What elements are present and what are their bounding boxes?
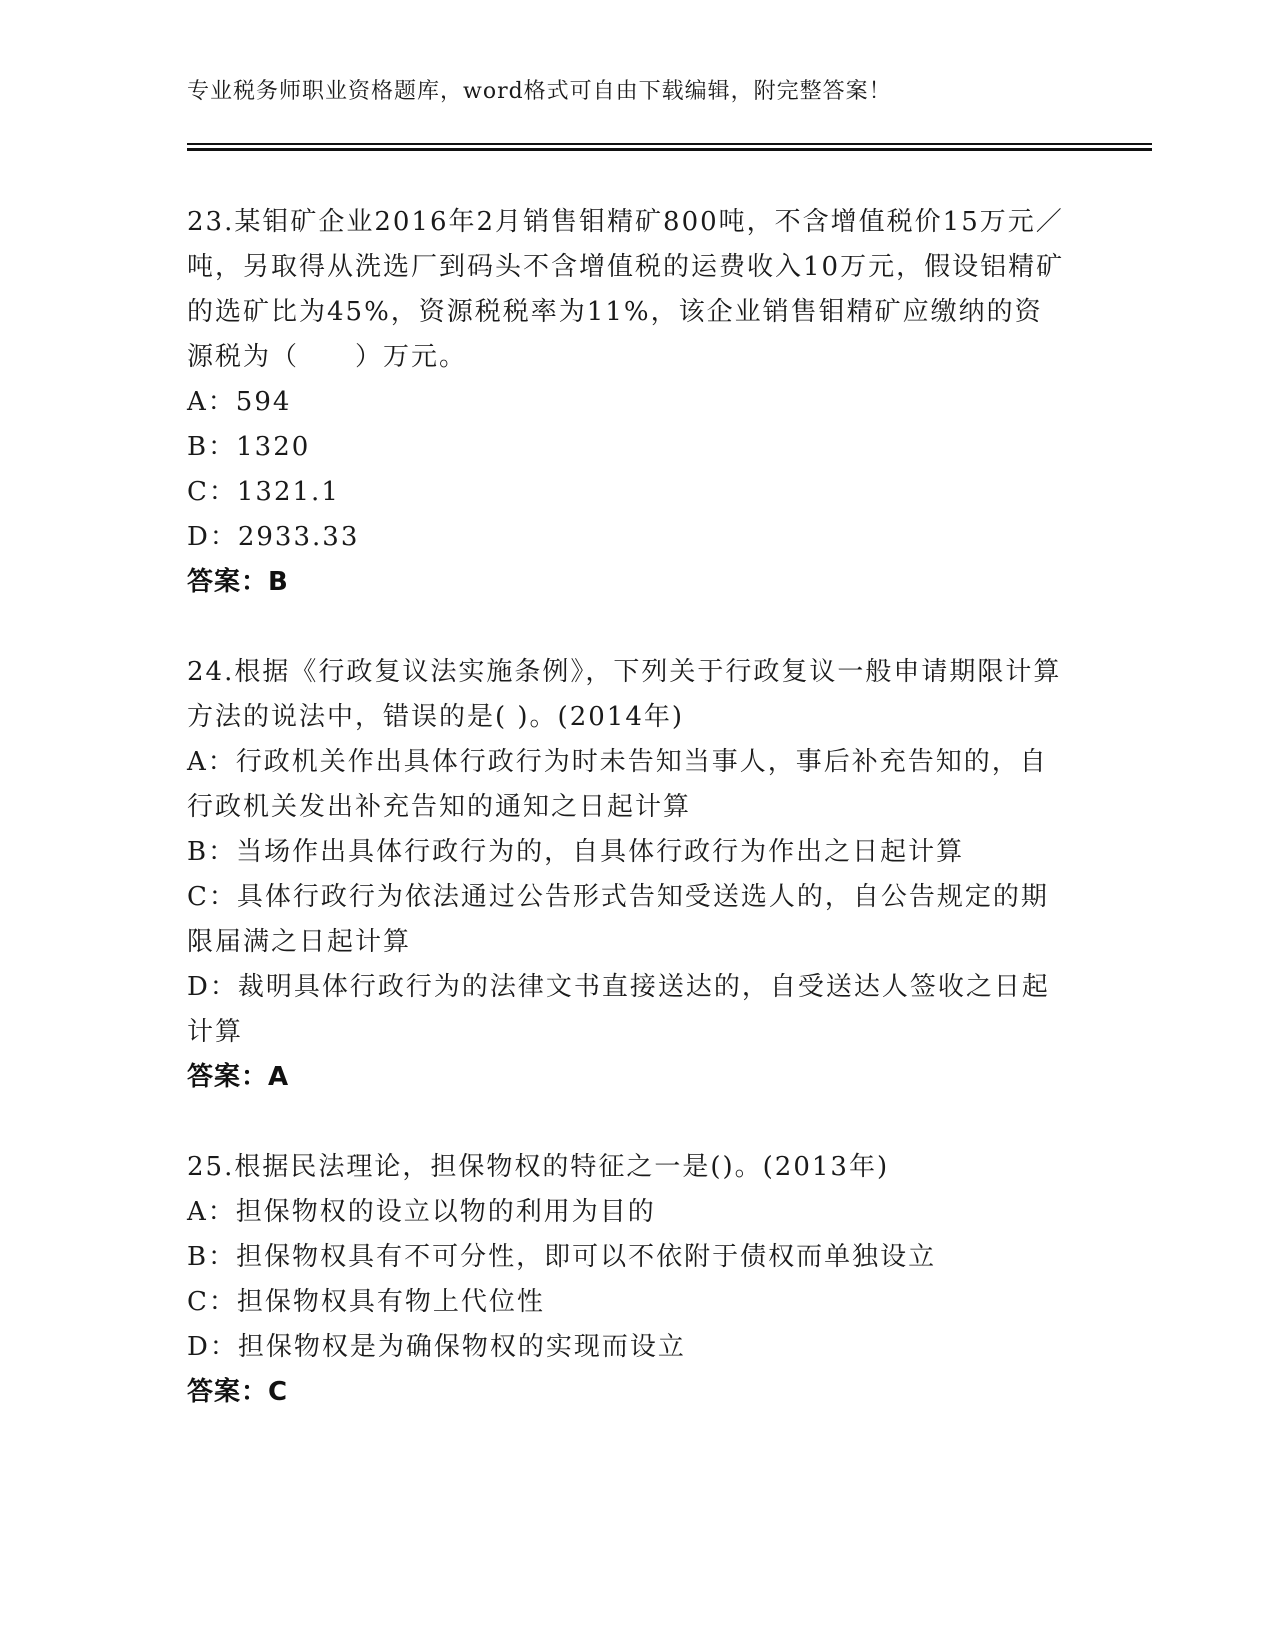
question-text: 24.根据《行政复议法实施条例》，下列关于行政复议一般申请期限计算方法的说法中，错误的是( )。(2014年) <box>187 657 1062 732</box>
answer-label: 答案：C <box>187 1377 289 1407</box>
option-a: A：担保物权的设立以物的利用为目的 <box>187 1197 656 1227</box>
question-25 <box>187 1145 1067 1415</box>
option-a: A：594 <box>187 387 292 417</box>
option-a: A：行政机关作出具体行政行为时未告知当事人，事后补充告知的，自行政机关发出补充告知的通知之日起计算 <box>187 747 1048 822</box>
option-d: D：2933.33 <box>187 522 360 552</box>
question-list <box>187 200 1067 1460</box>
header-divider-thick <box>187 148 1152 151</box>
option-c: C：1321.1 <box>187 477 340 507</box>
question-23 <box>187 200 1067 605</box>
page-header: 专业税务师职业资格题库，word格式可自由下载编辑，附完整答案！ <box>187 79 892 104</box>
option-d: D：担保物权是为确保物权的实现而设立 <box>187 1332 686 1362</box>
header-divider-thin <box>187 143 1152 145</box>
option-b: B：1320 <box>187 432 311 462</box>
option-b: B：当场作出具体行政行为的，自具体行政行为作出之日起计算 <box>187 837 965 867</box>
answer-label: 答案：A <box>187 1062 290 1092</box>
option-b: B：担保物权具有不可分性，即可以不依附于债权而单独设立 <box>187 1242 937 1272</box>
question-24 <box>187 650 1067 1100</box>
question-text: 25.根据民法理论，担保物权的特征之一是()。(2013年) <box>187 1152 890 1182</box>
question-text: 23.某钼矿企业2016年2月销售钼精矿800吨，不含增值税价15万元／吨，另取得从洗选厂到码头不含增值税的运费收入10万元，假设铝精矿的选矿比为45%，资源税税率为11%，该企业销售钼精矿应缴纳的资源税为（ ）万元。 <box>187 207 1065 372</box>
answer-label: 答案：B <box>187 567 289 597</box>
option-c: C：担保物权具有物上代位性 <box>187 1287 545 1317</box>
option-c: C：具体行政行为依法通过公告形式告知受送选人的，自公告规定的期限届满之日起计算 <box>187 882 1049 957</box>
option-d: D：裁明具体行政行为的法律文书直接送达的，自受送达人签收之日起计算 <box>187 972 1050 1047</box>
